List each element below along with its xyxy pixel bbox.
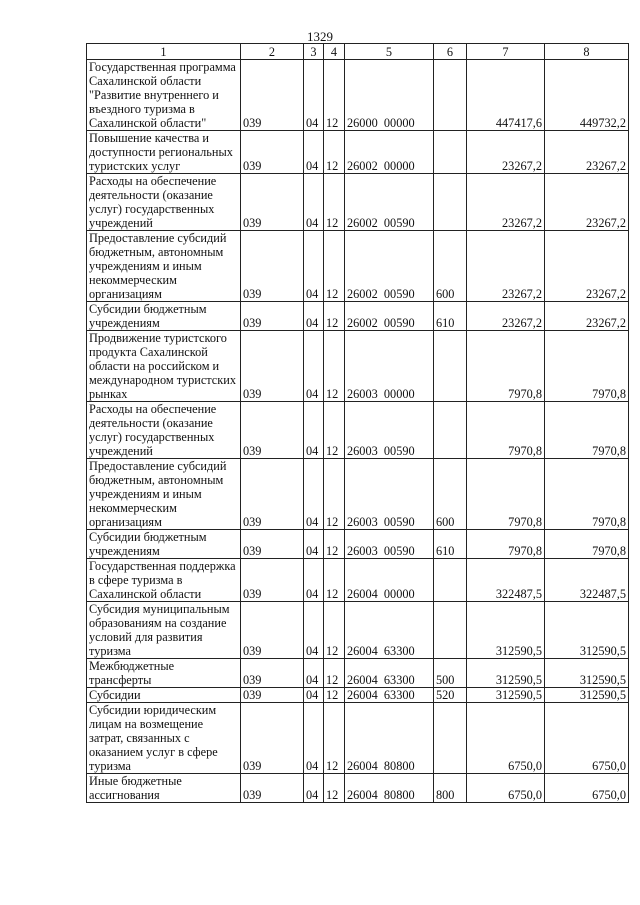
row-grbs-code: 039	[241, 231, 304, 302]
row-subsection-code: 12	[324, 602, 345, 659]
row-description: Иные бюджетные ассигнования	[87, 774, 241, 803]
row-amount-year-2: 7970,8	[545, 331, 629, 402]
row-target-article-code: 26002 00590	[345, 174, 434, 231]
row-subsection-code: 12	[324, 174, 345, 231]
row-target-article-code: 26002 00590	[345, 231, 434, 302]
row-description: Субсидии бюджетным учреждениям	[87, 530, 241, 559]
row-section-code: 04	[304, 530, 324, 559]
row-section-code: 04	[304, 331, 324, 402]
table-row	[87, 331, 629, 402]
row-section-code: 04	[304, 60, 324, 131]
row-target-article-code: 26003 00590	[345, 402, 434, 459]
row-target-article-code: 26002 00590	[345, 302, 434, 331]
row-subsection-code: 12	[324, 774, 345, 803]
row-subsection-code: 12	[324, 331, 345, 402]
row-amount-year-2: 23267,2	[545, 231, 629, 302]
row-amount-year-2: 7970,8	[545, 530, 629, 559]
row-amount-year-2: 7970,8	[545, 402, 629, 459]
row-target-article-code: 26004 63300	[345, 688, 434, 703]
row-expense-type-code	[434, 174, 467, 231]
table-row	[87, 174, 629, 231]
row-grbs-code: 039	[241, 774, 304, 803]
row-grbs-code: 039	[241, 331, 304, 402]
row-section-code: 04	[304, 231, 324, 302]
row-description: Межбюджетные трансферты	[87, 659, 241, 688]
row-target-article-code: 26004 63300	[345, 602, 434, 659]
row-target-article-code: 26004 63300	[345, 659, 434, 688]
table-row	[87, 530, 629, 559]
row-amount-year-1: 23267,2	[467, 302, 545, 331]
row-target-article-code: 26003 00590	[345, 530, 434, 559]
row-grbs-code: 039	[241, 659, 304, 688]
row-section-code: 04	[304, 459, 324, 530]
row-description: Субсидия муниципальным образованиям на создание условий для развития туризма	[87, 602, 241, 659]
row-target-article-code: 26003 00000	[345, 331, 434, 402]
row-description: Расходы на обеспечение деятельности (оказание услуг) государственных учреждений	[87, 402, 241, 459]
row-section-code: 04	[304, 559, 324, 602]
table-row	[87, 688, 629, 703]
row-description: Продвижение туристского продукта Сахалинской области на российском и международном туристских рынках	[87, 331, 241, 402]
table-row	[87, 459, 629, 530]
row-expense-type-code: 610	[434, 302, 467, 331]
column-number-row	[87, 44, 629, 60]
row-grbs-code: 039	[241, 703, 304, 774]
row-subsection-code: 12	[324, 402, 345, 459]
column-header: 5	[345, 44, 434, 60]
row-subsection-code: 12	[324, 231, 345, 302]
row-grbs-code: 039	[241, 60, 304, 131]
row-subsection-code: 12	[324, 302, 345, 331]
row-amount-year-1: 23267,2	[467, 131, 545, 174]
row-amount-year-1: 6750,0	[467, 703, 545, 774]
row-amount-year-1: 6750,0	[467, 774, 545, 803]
row-expense-type-code: 800	[434, 774, 467, 803]
row-amount-year-1: 312590,5	[467, 688, 545, 703]
row-grbs-code: 039	[241, 402, 304, 459]
row-subsection-code: 12	[324, 659, 345, 688]
column-header: 3	[304, 44, 324, 60]
table-row	[87, 231, 629, 302]
column-header: 1	[87, 44, 241, 60]
row-description: Государственная программа Сахалинской области "Развитие внутреннего и въездного туризма в Сахалинской области"	[87, 60, 241, 131]
row-amount-year-2: 23267,2	[545, 174, 629, 231]
row-description: Субсидии юридическим лицам на возмещение затрат, связанных с оказанием услуг в сфере туризма	[87, 703, 241, 774]
table-row	[87, 703, 629, 774]
row-grbs-code: 039	[241, 688, 304, 703]
row-subsection-code: 12	[324, 60, 345, 131]
row-target-article-code: 26003 00590	[345, 459, 434, 530]
row-target-article-code: 26000 00000	[345, 60, 434, 131]
row-grbs-code: 039	[241, 131, 304, 174]
row-grbs-code: 039	[241, 530, 304, 559]
row-subsection-code: 12	[324, 703, 345, 774]
row-amount-year-1: 7970,8	[467, 530, 545, 559]
row-grbs-code: 039	[241, 174, 304, 231]
row-amount-year-1: 7970,8	[467, 331, 545, 402]
row-target-article-code: 26004 80800	[345, 703, 434, 774]
table-row	[87, 602, 629, 659]
row-section-code: 04	[304, 402, 324, 459]
row-amount-year-2: 23267,2	[545, 302, 629, 331]
row-expense-type-code	[434, 703, 467, 774]
row-subsection-code: 12	[324, 530, 345, 559]
row-amount-year-2: 23267,2	[545, 131, 629, 174]
table-row	[87, 302, 629, 331]
row-amount-year-1: 23267,2	[467, 174, 545, 231]
row-amount-year-1: 7970,8	[467, 459, 545, 530]
row-description: Государственная поддержка в сфере туризма в Сахалинской области	[87, 559, 241, 602]
row-grbs-code: 039	[241, 559, 304, 602]
row-expense-type-code: 600	[434, 459, 467, 530]
page-number: 1329	[307, 29, 333, 44]
row-section-code: 04	[304, 131, 324, 174]
row-expense-type-code	[434, 602, 467, 659]
row-description: Расходы на обеспечение деятельности (оказание услуг) государственных учреждений	[87, 174, 241, 231]
row-amount-year-1: 312590,5	[467, 602, 545, 659]
row-expense-type-code	[434, 131, 467, 174]
row-target-article-code: 26004 80800	[345, 774, 434, 803]
column-header: 7	[467, 44, 545, 60]
row-subsection-code: 12	[324, 131, 345, 174]
row-subsection-code: 12	[324, 688, 345, 703]
row-grbs-code: 039	[241, 459, 304, 530]
row-description: Повышение качества и доступности региональных туристских услуг	[87, 131, 241, 174]
row-amount-year-1: 322487,5	[467, 559, 545, 602]
table-row	[87, 402, 629, 459]
row-description: Предоставление субсидий бюджетным, автономным учреждениям и иным некоммерческим организациям	[87, 459, 241, 530]
row-description: Субсидии	[87, 688, 241, 703]
row-amount-year-2: 6750,0	[545, 703, 629, 774]
row-section-code: 04	[304, 774, 324, 803]
row-amount-year-2: 7970,8	[545, 459, 629, 530]
table-body	[87, 60, 629, 803]
row-amount-year-1: 7970,8	[467, 402, 545, 459]
row-section-code: 04	[304, 659, 324, 688]
row-expense-type-code: 520	[434, 688, 467, 703]
row-amount-year-2: 449732,2	[545, 60, 629, 131]
row-amount-year-2: 6750,0	[545, 774, 629, 803]
row-amount-year-1: 23267,2	[467, 231, 545, 302]
row-grbs-code: 039	[241, 602, 304, 659]
table-row	[87, 559, 629, 602]
row-section-code: 04	[304, 602, 324, 659]
column-header: 6	[434, 44, 467, 60]
row-grbs-code: 039	[241, 302, 304, 331]
row-expense-type-code: 500	[434, 659, 467, 688]
row-target-article-code: 26004 00000	[345, 559, 434, 602]
row-amount-year-2: 312590,5	[545, 602, 629, 659]
row-section-code: 04	[304, 174, 324, 231]
table-row	[87, 659, 629, 688]
row-expense-type-code	[434, 331, 467, 402]
row-section-code: 04	[304, 703, 324, 774]
row-amount-year-1: 312590,5	[467, 659, 545, 688]
row-section-code: 04	[304, 302, 324, 331]
row-expense-type-code	[434, 60, 467, 131]
row-section-code: 04	[304, 688, 324, 703]
table-row	[87, 60, 629, 131]
column-header: 2	[241, 44, 304, 60]
row-subsection-code: 12	[324, 459, 345, 530]
row-subsection-code: 12	[324, 559, 345, 602]
column-header: 8	[545, 44, 629, 60]
row-expense-type-code: 610	[434, 530, 467, 559]
row-expense-type-code	[434, 402, 467, 459]
row-amount-year-2: 312590,5	[545, 659, 629, 688]
row-description: Субсидии бюджетным учреждениям	[87, 302, 241, 331]
row-target-article-code: 26002 00000	[345, 131, 434, 174]
column-header: 4	[324, 44, 345, 60]
budget-table	[86, 43, 629, 803]
row-amount-year-2: 312590,5	[545, 688, 629, 703]
table-row	[87, 131, 629, 174]
row-expense-type-code	[434, 559, 467, 602]
row-amount-year-1: 447417,6	[467, 60, 545, 131]
row-description: Предоставление субсидий бюджетным, автономным учреждениям и иным некоммерческим организациям	[87, 231, 241, 302]
table-row	[87, 774, 629, 803]
row-amount-year-2: 322487,5	[545, 559, 629, 602]
row-expense-type-code: 600	[434, 231, 467, 302]
